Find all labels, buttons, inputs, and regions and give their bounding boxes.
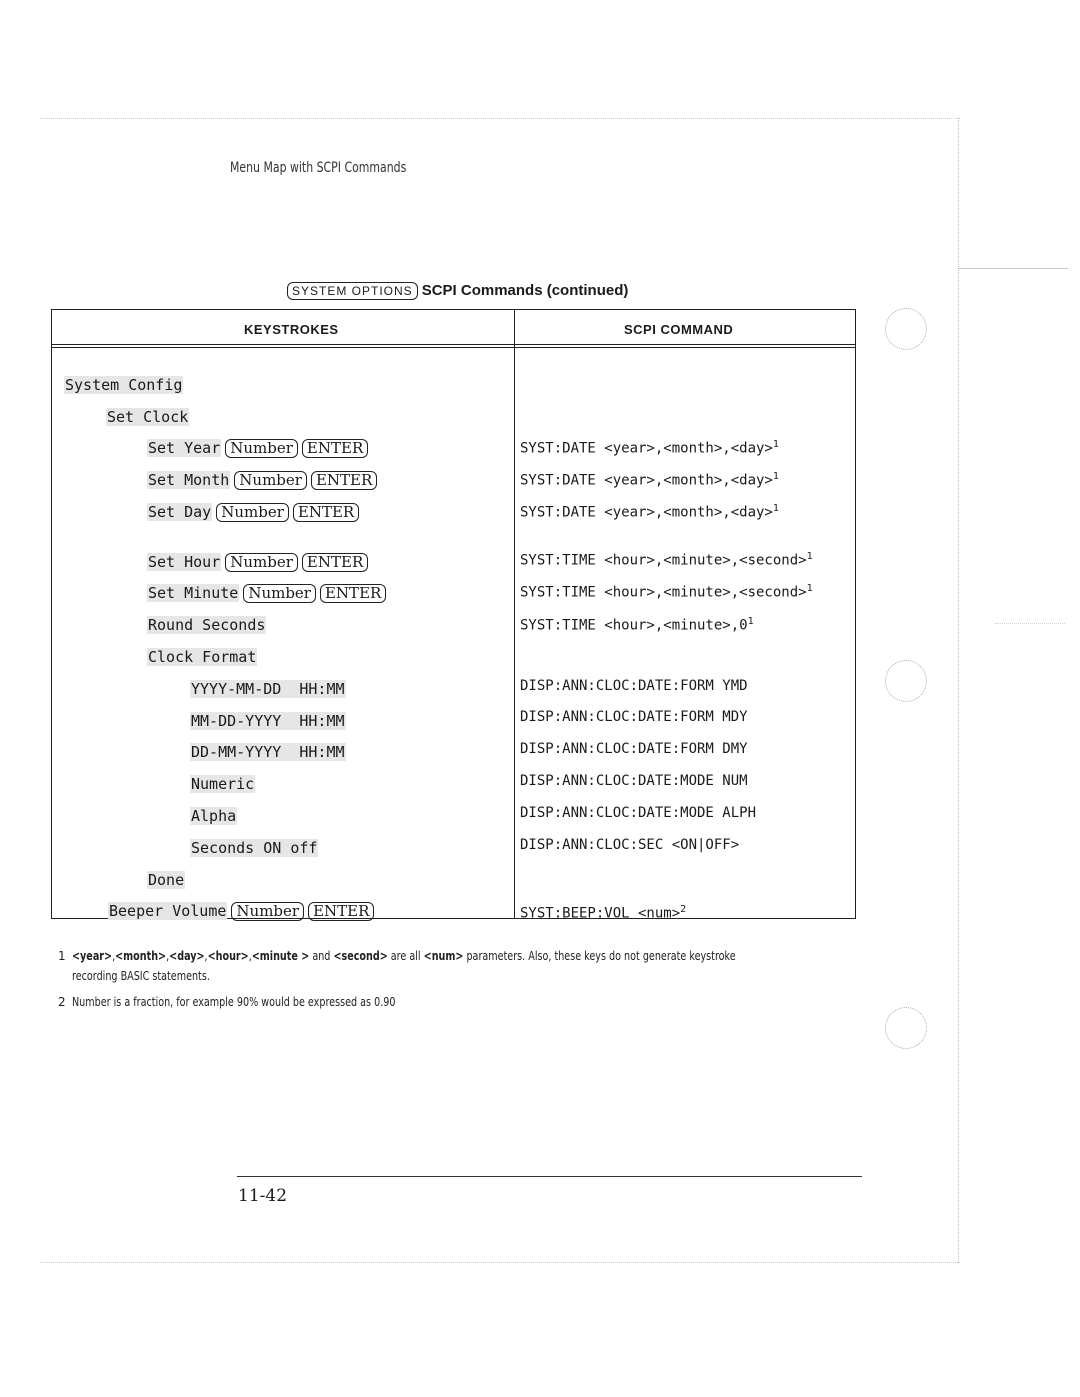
keystroke-clock-format: Clock Format: [148, 648, 257, 666]
keystroke-round-seconds: Round Seconds: [148, 616, 266, 634]
page-header: Menu Map with SCPI Commands: [230, 160, 407, 176]
scpi-command: SYST:TIME $<hour>,<minute>,0^1$: [520, 616, 754, 634]
keystroke-beeper-volume: Beeper Volume Number ENTER: [108, 901, 374, 921]
keystroke-set-hour: Set Hour Number ENTER: [147, 552, 368, 572]
binder-hole: [885, 660, 927, 702]
keystroke-set-day: Set Day Number ENTER: [147, 502, 359, 522]
keystroke-seconds-on-off: Seconds ON off: [191, 839, 318, 857]
number-key: Number: [216, 503, 289, 522]
scpi-command: SYST:BEEP:VOL <num>$^2$: [520, 904, 687, 922]
footnote-2: 2 Number is a fraction, for example 90% would be expressed as 0.90: [58, 995, 396, 1009]
scpi-command: DISP:ANN:CLOC:DATE:FORM DMY: [520, 741, 748, 757]
scpi-command: SYST:TIME <hour>,<minute>,<second>$^1$: [520, 551, 813, 569]
keystroke-set-year: Set Year Number ENTER: [147, 438, 368, 458]
binder-hole: [885, 1007, 927, 1049]
scpi-command: SYST:DATE <year>,<month>,<day>$^1$: [520, 503, 779, 521]
scpi-command-header: SCPI COMMAND: [624, 322, 734, 337]
enter-key: ENTER: [320, 584, 386, 603]
scpi-command: DISP:ANN:CLOC:DATE:MODE NUM: [520, 773, 748, 789]
scpi-command: DISP:ANN:CLOC:SEC <ON|OFF>: [520, 837, 740, 853]
number-key: Number: [225, 553, 298, 572]
page-number: 11-42: [238, 1186, 288, 1206]
number-key: Number: [225, 439, 298, 458]
keystroke-set-clock: Set Clock: [107, 408, 189, 426]
page-edge-right: [958, 118, 959, 1263]
margin-tab-line: [995, 623, 1065, 624]
scpi-command: SYST:DATE <year>,<month>,<day>$^1$: [520, 471, 779, 489]
page-edge-top: [40, 118, 960, 119]
header-rule: [51, 347, 856, 348]
enter-key: ENTER: [302, 439, 368, 458]
keystroke-system-config: System Config: [65, 376, 183, 394]
enter-key: ENTER: [293, 503, 359, 522]
keystrokes-header: KEYSTROKES: [244, 322, 339, 337]
number-key: Number: [231, 902, 304, 921]
scpi-command: DISP:ANN:CLOC:DATE:FORM YMD: [520, 678, 748, 694]
binder-hole: [885, 308, 927, 350]
scpi-command: SYST:DATE <year>,<month>,<day>$^1$: [520, 439, 779, 457]
footnote-1: 1 <year>,<month>,<day>,<hour>,<minute > and <second> are all <num> parameters. Also, these keys do not generate keystroke recording BASIC statements.: [58, 949, 736, 983]
keystroke-format-ymd: YYYY-MM-DD HH:MM: [191, 680, 345, 698]
header-rule: [51, 344, 856, 345]
number-key: Number: [243, 584, 316, 603]
enter-key: ENTER: [308, 902, 374, 921]
scpi-command: DISP:ANN:CLOC:DATE:MODE ALPH: [520, 805, 757, 821]
table-caption: [287, 282, 628, 300]
keystroke-numeric: Numeric: [191, 775, 255, 793]
enter-key: ENTER: [311, 471, 377, 490]
footer-rule: [237, 1176, 862, 1177]
page-edge-bottom: [40, 1262, 960, 1263]
scpi-command: SYST:TIME <hour>,<minute>,<second>$^1$: [520, 583, 813, 601]
keystroke-done: Done: [148, 871, 185, 889]
caption-text: SCPI Commands (continued): [421, 282, 629, 299]
keystroke-set-minute: Set Minute Number ENTER: [147, 583, 386, 603]
margin-tab-line: [958, 268, 1068, 269]
number-key: Number: [234, 471, 307, 490]
keystroke-format-dmy: DD-MM-YYYY HH:MM: [191, 743, 345, 761]
scpi-command: DISP:ANN:CLOC:DATE:FORM MDY: [520, 709, 748, 725]
enter-key: ENTER: [302, 553, 368, 572]
system-options-key: SYSTEM OPTIONS: [287, 282, 418, 300]
footnotes: [58, 946, 918, 1012]
keystroke-format-mdy: MM-DD-YYYY HH:MM: [191, 712, 345, 730]
column-divider: [514, 309, 515, 919]
keystroke-alpha: Alpha: [191, 807, 237, 825]
keystroke-set-month: Set Month Number ENTER: [147, 470, 377, 490]
